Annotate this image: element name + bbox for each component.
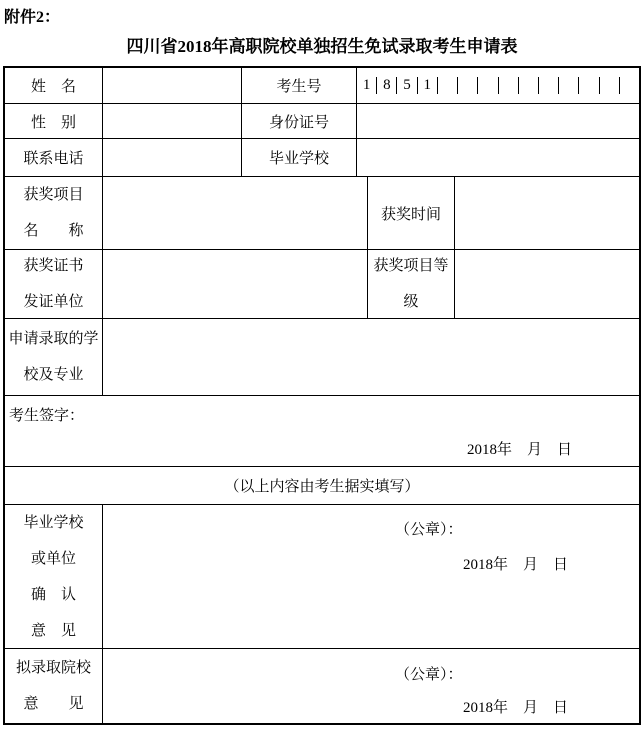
candidate-no-digit-box	[519, 77, 539, 94]
college-opinion-label	[5, 649, 103, 723]
id-no-input-cell	[357, 104, 639, 138]
applied-school-input-cell	[103, 319, 639, 395]
candidate-no-digit-box	[478, 77, 498, 94]
application-form-table	[3, 66, 641, 725]
phone-label: 联系电话	[5, 139, 103, 176]
award-project-name-input-cell	[103, 177, 368, 249]
candidate-no-digit-box: 1	[418, 77, 438, 94]
candidate-no-label: 考生号	[242, 68, 357, 103]
signature-label: 考生签字：	[9, 408, 85, 424]
school-confirmation-line3: 确 认	[30, 586, 76, 603]
award-grade-line2: 级	[403, 294, 419, 310]
name-label: 姓 名	[5, 68, 103, 103]
row-candidate-signature	[5, 396, 639, 467]
candidate-no-digit-box	[458, 77, 478, 94]
award-grade-line1: 获奖项目等	[373, 258, 449, 274]
school-confirmation-date: 2018年 月 日	[463, 557, 569, 573]
college-opinion-line1: 拟录取院校	[15, 660, 91, 676]
school-confirmation-line4: 意 见	[30, 622, 76, 639]
college-opinion-date: 2018年 月 日	[463, 700, 569, 716]
candidate-no-digit-box	[499, 77, 519, 94]
award-grade-input-cell	[455, 250, 639, 318]
candidate-no-digit-box	[539, 77, 559, 94]
row-phone-school	[5, 139, 639, 177]
college-opinion-line2: 意 见	[23, 696, 84, 712]
signature-date: 2018年 月 日	[467, 442, 573, 458]
school-confirmation-line2: 或单位	[30, 550, 76, 567]
gender-input-cell	[103, 104, 242, 138]
school-confirmation-seal-label: （公章）：	[395, 522, 463, 538]
school-confirmation-label	[5, 505, 103, 648]
note-text: （以上内容由考生据实填写）	[224, 479, 420, 495]
row-gender-id	[5, 104, 639, 139]
phone-input-cell	[103, 139, 242, 176]
candidate-no-digit-box: 1	[357, 77, 377, 94]
candidate-no-digit-box: 8	[377, 77, 397, 94]
applied-school-line2: 校及专业	[23, 367, 84, 383]
award-project-name-label	[5, 177, 103, 249]
candidate-no-digit-box	[600, 77, 620, 94]
candidate-no-digit-box	[579, 77, 599, 94]
award-project-name-line2: 名 称	[23, 223, 84, 239]
row-college-opinion	[5, 649, 639, 723]
candidate-no-digit-row	[357, 77, 639, 94]
candidate-no-digit-box	[438, 77, 458, 94]
candidate-no-boxes	[357, 68, 639, 103]
award-grade-label	[368, 250, 455, 318]
id-no-label: 身份证号	[242, 104, 357, 138]
award-time-label: 获奖时间	[368, 177, 455, 249]
candidate-no-digit-box	[620, 77, 639, 94]
row-name-candidate-no	[5, 68, 639, 104]
college-opinion-content-cell	[103, 649, 639, 723]
certificate-issuer-line2: 发证单位	[23, 294, 84, 310]
row-applied-school	[5, 319, 639, 396]
college-opinion-seal-label: （公章）：	[395, 667, 463, 683]
gender-label: 性 别	[5, 104, 103, 138]
applied-school-line1: 申请录取的学	[8, 331, 99, 347]
award-time-input-cell	[455, 177, 639, 249]
candidate-no-digit-box: 5	[397, 77, 417, 94]
row-school-confirmation	[5, 505, 639, 649]
certificate-issuer-line1: 获奖证书	[23, 258, 84, 274]
name-input-cell	[103, 68, 242, 103]
attachment-label: 附件2：	[4, 9, 61, 26]
school-confirmation-line1: 毕业学校	[23, 514, 84, 531]
certificate-issuer-label	[5, 250, 103, 318]
graduate-school-input-cell	[357, 139, 639, 176]
page-title: 四川省2018年高职院校单独招生免试录取考生申请表	[126, 37, 518, 56]
row-award-name-time	[5, 177, 639, 250]
applied-school-label	[5, 319, 103, 395]
graduate-school-label: 毕业学校	[242, 139, 357, 176]
candidate-no-digit-box	[559, 77, 579, 94]
certificate-issuer-input-cell	[103, 250, 368, 318]
award-project-name-line1: 获奖项目	[23, 187, 84, 203]
row-note	[5, 467, 639, 505]
row-certificate-grade	[5, 250, 639, 319]
school-confirmation-content-cell	[103, 505, 639, 648]
